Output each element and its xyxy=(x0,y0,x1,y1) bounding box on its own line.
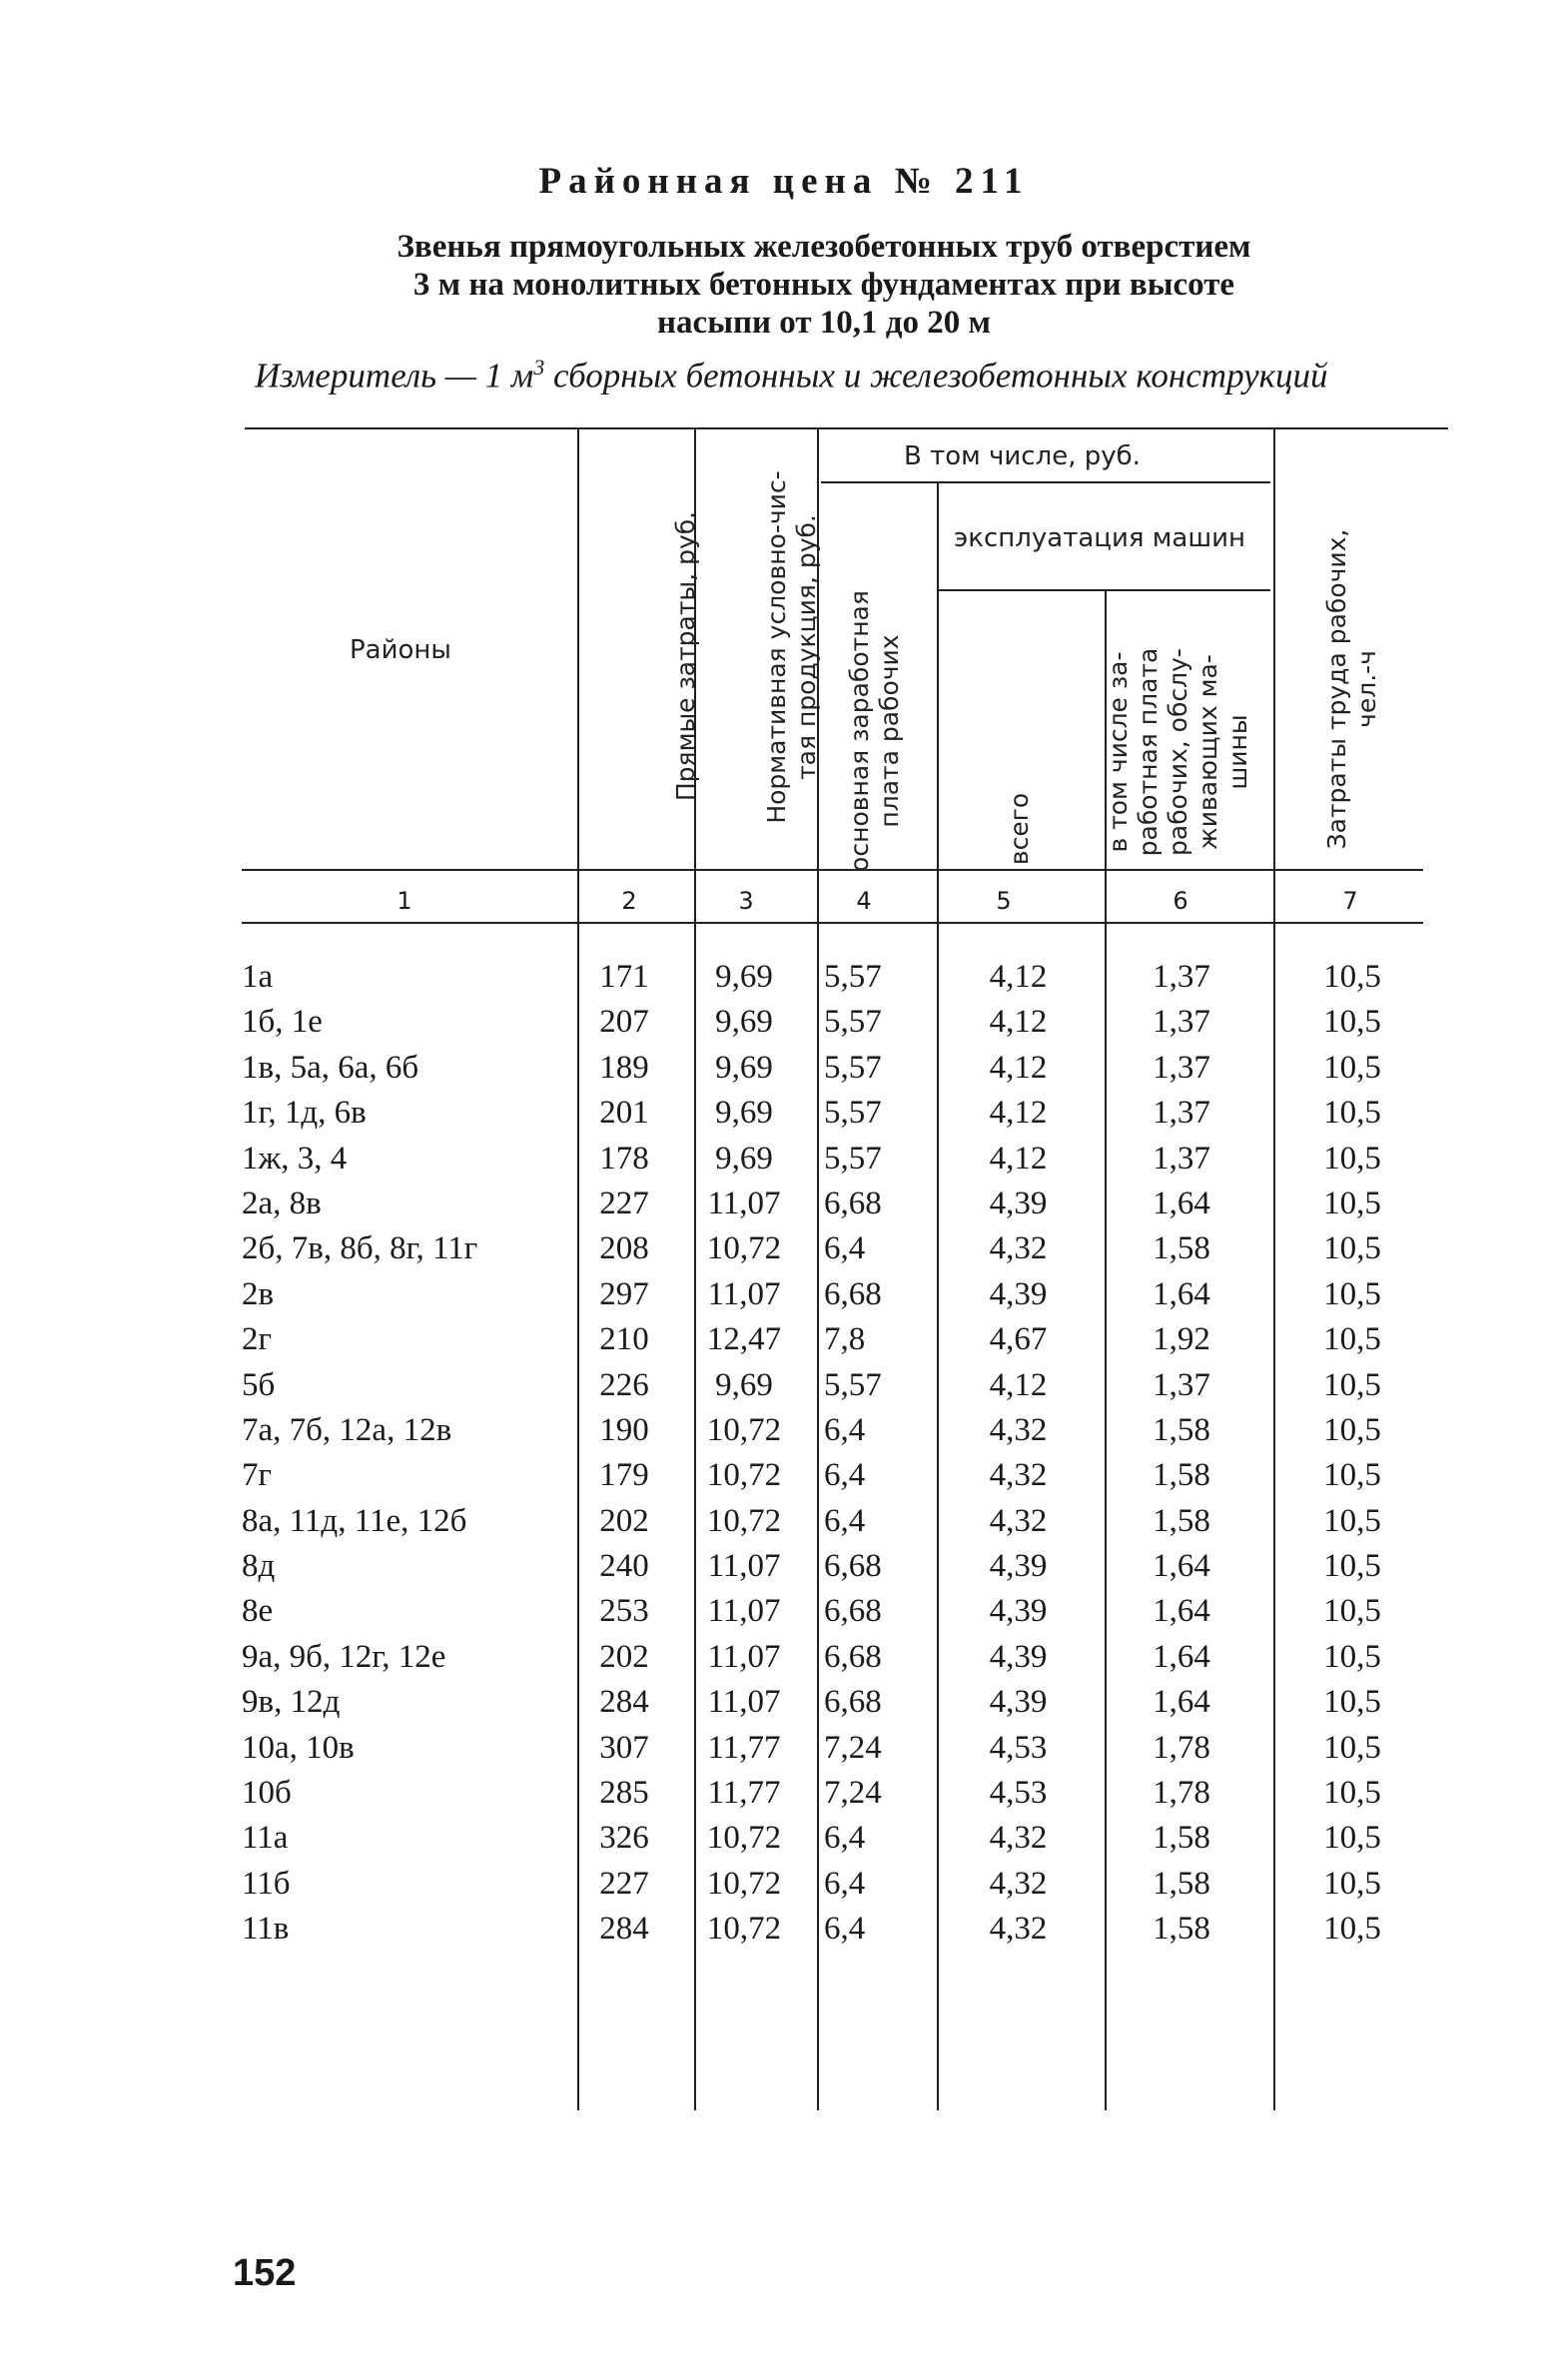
value-cell: 6,68 xyxy=(824,1275,882,1312)
table-row xyxy=(0,1499,1568,1544)
value-cell: 4,12 xyxy=(989,1095,1048,1132)
value-cell: 6,68 xyxy=(824,1684,882,1721)
value-cell: 6,4 xyxy=(824,1457,866,1494)
value-cell: 4,39 xyxy=(989,1548,1048,1585)
subtitle-line: 3 м на монолитных бетонных фундаментах при высоте xyxy=(412,267,1235,303)
header-direct-costs xyxy=(671,486,701,826)
column-number: 1 xyxy=(396,887,412,915)
value-cell: 4,12 xyxy=(989,959,1048,995)
table-row xyxy=(0,1816,1568,1861)
measure-unit xyxy=(255,355,1328,396)
value-cell: 10,5 xyxy=(1323,1230,1381,1267)
value-cell: 227 xyxy=(599,1865,649,1902)
value-cell: 1,58 xyxy=(1153,1502,1210,1539)
table-row xyxy=(0,1589,1568,1634)
value-cell: 4,12 xyxy=(989,1004,1048,1041)
table-row xyxy=(0,1137,1568,1182)
table-row xyxy=(0,1317,1568,1362)
value-cell: 307 xyxy=(599,1729,649,1766)
value-cell: 10,5 xyxy=(1323,1684,1381,1721)
value-cell: 6,68 xyxy=(824,1593,882,1630)
value-cell: 7,24 xyxy=(824,1729,882,1766)
header-machine-wage-line: работная плата xyxy=(1134,647,1163,857)
value-cell: 10,72 xyxy=(706,1865,782,1902)
value-cell: 4,53 xyxy=(989,1729,1048,1766)
value-cell: 5,57 xyxy=(824,959,882,995)
value-cell: 1,78 xyxy=(1153,1729,1210,1766)
value-cell: 5,57 xyxy=(824,1140,882,1177)
value-cell: 10,5 xyxy=(1323,1593,1381,1630)
measure-suffix: сборных бетонных и железобетонных конструкций xyxy=(544,356,1328,396)
value-cell: 326 xyxy=(599,1820,649,1857)
table-row xyxy=(0,1272,1568,1317)
value-cell: 10,72 xyxy=(706,1457,782,1494)
value-cell: 1,58 xyxy=(1153,1230,1210,1267)
table-row xyxy=(0,1408,1568,1453)
value-cell: 4,12 xyxy=(989,1140,1048,1177)
value-cell: 1,58 xyxy=(1153,1820,1210,1857)
value-cell: 227 xyxy=(599,1185,649,1221)
including-rule xyxy=(821,481,1270,483)
value-cell: 5,57 xyxy=(824,1049,882,1086)
column-number: 4 xyxy=(856,887,872,915)
value-cell: 10,5 xyxy=(1323,1140,1381,1177)
value-cell: 1,64 xyxy=(1153,1548,1210,1585)
value-cell: 190 xyxy=(599,1411,649,1448)
colnum-bottom-rule xyxy=(242,922,1423,924)
value-cell: 9,69 xyxy=(715,959,773,995)
value-cell: 6,4 xyxy=(824,1411,866,1448)
value-cell: 10,5 xyxy=(1323,1865,1381,1902)
value-cell: 4,32 xyxy=(989,1502,1048,1539)
value-cell: 10,5 xyxy=(1323,1457,1381,1494)
value-cell: 10,72 xyxy=(706,1820,782,1857)
value-cell: 1,58 xyxy=(1153,1411,1210,1448)
region-cell: 1а xyxy=(242,959,274,995)
value-cell: 4,12 xyxy=(989,1049,1048,1086)
value-cell: 285 xyxy=(599,1775,649,1812)
value-cell: 207 xyxy=(599,1004,649,1041)
header-labor-line: чел.-ч xyxy=(1352,650,1381,728)
value-cell: 10,5 xyxy=(1323,1775,1381,1812)
header-machine-wage xyxy=(1104,612,1253,892)
value-cell: 284 xyxy=(599,1684,649,1721)
value-cell: 1,37 xyxy=(1153,1140,1210,1177)
value-cell: 4,12 xyxy=(989,1366,1048,1403)
region-cell: 10а, 10в xyxy=(242,1729,355,1766)
value-cell: 4,67 xyxy=(989,1321,1048,1358)
region-cell: 2а, 8в xyxy=(242,1185,322,1221)
table-row xyxy=(0,1726,1568,1771)
value-cell: 4,32 xyxy=(989,1411,1048,1448)
region-cell: 9а, 9б, 12г, 12е xyxy=(242,1638,446,1675)
value-cell: 10,72 xyxy=(706,1502,782,1539)
region-cell: 2г xyxy=(242,1321,273,1358)
value-cell: 1,37 xyxy=(1153,1095,1210,1132)
value-cell: 10,5 xyxy=(1323,1095,1381,1132)
table-row xyxy=(0,1046,1568,1091)
measure-prefix: Измеритель — 1 м xyxy=(255,356,534,396)
value-cell: 179 xyxy=(599,1457,649,1494)
measure-sup: 3 xyxy=(533,355,545,380)
value-cell: 1,64 xyxy=(1153,1185,1210,1221)
value-cell: 10,5 xyxy=(1323,1321,1381,1358)
value-cell: 9,69 xyxy=(715,1049,773,1086)
header-total-text: всего xyxy=(1005,792,1034,866)
header-normative-line: Нормативная условно-чис- xyxy=(762,470,791,824)
value-cell: 1,37 xyxy=(1153,1366,1210,1403)
region-cell: 1б, 1е xyxy=(242,1004,323,1041)
region-cell: 5б xyxy=(242,1366,276,1403)
value-cell: 11,07 xyxy=(707,1548,781,1585)
region-cell: 7г xyxy=(242,1457,273,1494)
value-cell: 10,5 xyxy=(1323,1275,1381,1312)
value-cell: 1,64 xyxy=(1153,1638,1210,1675)
column-number: 2 xyxy=(621,887,637,915)
header-basic-wage-line: основная заработная xyxy=(845,590,874,872)
value-cell: 284 xyxy=(599,1911,649,1948)
value-cell: 4,32 xyxy=(989,1457,1048,1494)
region-cell: 1г, 1д, 6в xyxy=(242,1095,367,1132)
value-cell: 9,69 xyxy=(715,1095,773,1132)
value-cell: 1,64 xyxy=(1153,1275,1210,1312)
value-cell: 1,64 xyxy=(1153,1593,1210,1630)
value-cell: 10,5 xyxy=(1323,1004,1381,1041)
value-cell: 189 xyxy=(599,1049,649,1086)
table-row xyxy=(0,1453,1568,1498)
value-cell: 7,24 xyxy=(824,1775,882,1812)
table-row xyxy=(0,1182,1568,1226)
value-cell: 11,07 xyxy=(707,1638,781,1675)
table-row xyxy=(0,1862,1568,1907)
value-cell: 6,4 xyxy=(824,1502,866,1539)
value-cell: 253 xyxy=(599,1593,649,1630)
region-cell: 11б xyxy=(242,1865,291,1902)
value-cell: 4,32 xyxy=(989,1911,1048,1948)
value-cell: 1,92 xyxy=(1153,1321,1210,1358)
region-cell: 1в, 5а, 6а, 6б xyxy=(242,1049,419,1086)
value-cell: 240 xyxy=(599,1548,649,1585)
value-cell: 5,57 xyxy=(824,1366,882,1403)
value-cell: 7,8 xyxy=(824,1321,866,1358)
value-cell: 6,68 xyxy=(824,1548,882,1585)
value-cell: 4,32 xyxy=(989,1865,1048,1902)
value-cell: 1,37 xyxy=(1153,1049,1210,1086)
table-row xyxy=(0,1000,1568,1045)
header-basic-wage-line: плата рабочих xyxy=(875,634,904,828)
header-normative-line: тая продукция, руб. xyxy=(792,514,821,780)
value-cell: 10,5 xyxy=(1323,1638,1381,1675)
value-cell: 202 xyxy=(599,1638,649,1675)
value-cell: 1,64 xyxy=(1153,1684,1210,1721)
value-cell: 4,39 xyxy=(989,1593,1048,1630)
table-row xyxy=(0,955,1568,1000)
table-subtitle xyxy=(300,228,1348,342)
value-cell: 11,77 xyxy=(707,1775,781,1812)
value-cell: 6,4 xyxy=(824,1820,866,1857)
value-cell: 1,58 xyxy=(1153,1911,1210,1948)
subtitle-line: насыпи от 10,1 до 20 м xyxy=(657,305,991,341)
table-row xyxy=(0,1771,1568,1816)
value-cell: 10,5 xyxy=(1323,1185,1381,1221)
column-number: 3 xyxy=(738,887,754,915)
header-basic-wage xyxy=(845,576,905,886)
header-total xyxy=(1005,764,1035,894)
value-cell: 11,07 xyxy=(707,1275,781,1312)
page-title: Районная цена № 211 xyxy=(538,161,1030,202)
value-cell: 226 xyxy=(599,1366,649,1403)
value-cell: 1,78 xyxy=(1153,1775,1210,1812)
value-cell: 10,5 xyxy=(1323,1911,1381,1948)
value-cell: 11,07 xyxy=(707,1185,781,1221)
value-cell: 10,5 xyxy=(1323,959,1381,995)
value-cell: 178 xyxy=(599,1140,649,1177)
value-cell: 4,32 xyxy=(989,1820,1048,1857)
header-regions: Районы xyxy=(350,635,451,665)
value-cell: 10,5 xyxy=(1323,1366,1381,1403)
header-including: В том числе, руб. xyxy=(904,441,1141,471)
header-normative xyxy=(762,447,822,847)
table-row xyxy=(0,1226,1568,1271)
value-cell: 4,39 xyxy=(989,1638,1048,1675)
header-machine-wage-line: в том числе за- xyxy=(1104,651,1133,853)
subtitle-line: Звенья прямоугольных железобетонных труб отверстием xyxy=(396,229,1251,265)
header-machine-wage-line: живающих ма- xyxy=(1193,654,1222,850)
header-labor-line: Затраты труда рабочих, xyxy=(1322,528,1351,850)
value-cell: 9,69 xyxy=(715,1004,773,1041)
value-cell: 4,32 xyxy=(989,1230,1048,1267)
region-cell: 11в xyxy=(242,1911,290,1948)
value-cell: 10,72 xyxy=(706,1230,782,1267)
value-cell: 5,57 xyxy=(824,1095,882,1132)
value-cell: 210 xyxy=(599,1321,649,1358)
region-cell: 7а, 7б, 12а, 12в xyxy=(242,1411,452,1448)
value-cell: 9,69 xyxy=(715,1140,773,1177)
header-labor xyxy=(1322,499,1382,879)
value-cell: 171 xyxy=(599,959,649,995)
value-cell: 202 xyxy=(599,1502,649,1539)
value-cell: 6,4 xyxy=(824,1865,866,1902)
value-cell: 6,68 xyxy=(824,1638,882,1675)
value-cell: 10,72 xyxy=(706,1911,782,1948)
value-cell: 6,4 xyxy=(824,1911,866,1948)
region-cell: 8а, 11д, 11е, 12б xyxy=(242,1502,467,1539)
value-cell: 1,37 xyxy=(1153,1004,1210,1041)
region-cell: 1ж, 3, 4 xyxy=(242,1140,348,1177)
value-cell: 10,5 xyxy=(1323,1502,1381,1539)
value-cell: 4,53 xyxy=(989,1775,1048,1812)
table-row xyxy=(0,1907,1568,1952)
value-cell: 9,69 xyxy=(715,1366,773,1403)
table-body xyxy=(0,955,1568,1953)
value-cell: 11,07 xyxy=(707,1593,781,1630)
region-cell: 9в, 12д xyxy=(242,1684,341,1721)
table-row xyxy=(0,1091,1568,1136)
value-cell: 10,72 xyxy=(706,1411,782,1448)
header-machine-wage-line: шины xyxy=(1223,714,1252,790)
value-cell: 10,5 xyxy=(1323,1729,1381,1766)
value-cell: 12,47 xyxy=(706,1321,782,1358)
region-cell: 11а xyxy=(242,1820,289,1857)
table-row xyxy=(0,1544,1568,1589)
value-cell: 10,5 xyxy=(1323,1049,1381,1086)
page-number: 152 xyxy=(233,2252,297,2294)
header-direct-costs-text: Прямые затраты, руб. xyxy=(671,510,700,802)
table-row xyxy=(0,1635,1568,1680)
header-machine-ops: эксплуатация машин xyxy=(954,523,1246,553)
header-machine-wage-line: рабочих, обслу- xyxy=(1164,648,1192,856)
column-number: 5 xyxy=(996,887,1012,915)
region-cell: 2в xyxy=(242,1275,275,1312)
value-cell: 1,37 xyxy=(1153,959,1210,995)
value-cell: 1,58 xyxy=(1153,1457,1210,1494)
value-cell: 201 xyxy=(599,1095,649,1132)
value-cell: 11,77 xyxy=(707,1729,781,1766)
value-cell: 6,68 xyxy=(824,1185,882,1221)
region-cell: 8е xyxy=(242,1593,274,1630)
column-number: 7 xyxy=(1342,887,1358,915)
value-cell: 5,57 xyxy=(824,1004,882,1041)
value-cell: 1,58 xyxy=(1153,1865,1210,1902)
value-cell: 10,5 xyxy=(1323,1820,1381,1857)
value-cell: 4,39 xyxy=(989,1185,1048,1221)
value-cell: 6,4 xyxy=(824,1230,866,1267)
value-cell: 208 xyxy=(599,1230,649,1267)
value-cell: 4,39 xyxy=(989,1684,1048,1721)
region-cell: 10б xyxy=(242,1775,292,1812)
value-cell: 4,39 xyxy=(989,1275,1048,1312)
column-number: 6 xyxy=(1173,887,1188,915)
table-row xyxy=(0,1363,1568,1408)
table-top-rule xyxy=(245,427,1448,429)
value-cell: 10,5 xyxy=(1323,1548,1381,1585)
value-cell: 297 xyxy=(599,1275,649,1312)
region-cell: 8д xyxy=(242,1548,276,1585)
value-cell: 11,07 xyxy=(707,1684,781,1721)
value-cell: 10,5 xyxy=(1323,1411,1381,1448)
table-row xyxy=(0,1680,1568,1725)
region-cell: 2б, 7в, 8б, 8г, 11г xyxy=(242,1230,478,1267)
